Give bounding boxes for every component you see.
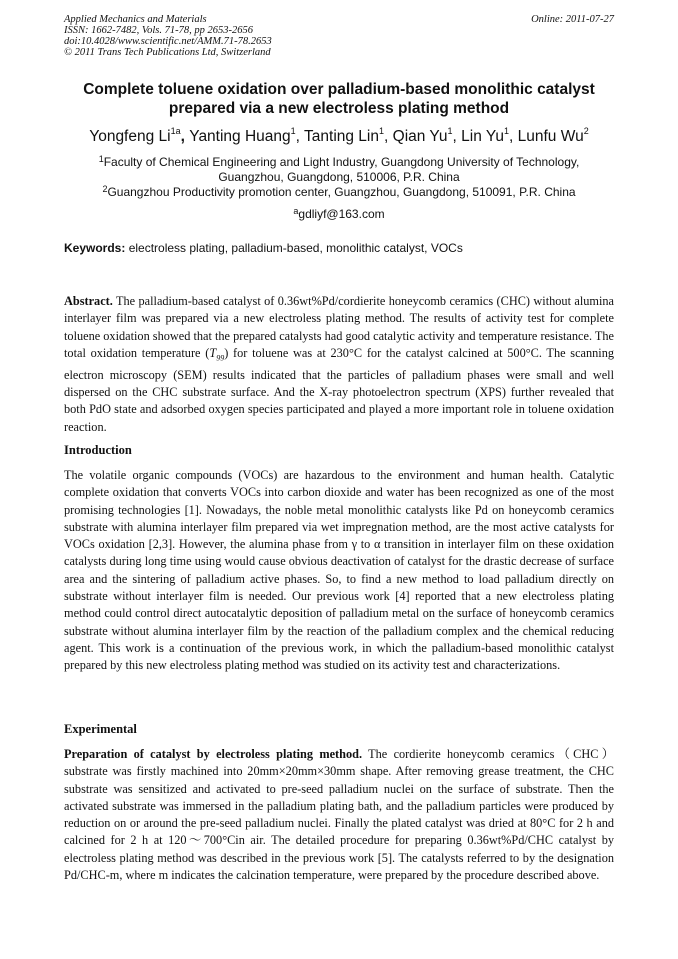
author: Yanting Huang$^1$,: [189, 126, 305, 145]
author: Qian Yu$^1$,: [392, 126, 462, 145]
abstract-label: Abstract.: [64, 294, 113, 308]
affiliation-1: $^1$Faculty of Chemical Engineering and Light Industry, Guangdong University of Technology, Guangzhou, Guangdong, 510006, P.R. China: [98, 154, 580, 184]
online-date: Online: 2011-07-27: [531, 14, 614, 25]
issn-line: ISSN: 1662-7482, Vols. 71-78, pp 2653-2656: [64, 25, 253, 36]
abstract: Abstract. The palladium-based catalyst of 0.36wt%Pd/cordierite honeycomb ceramics (CHC) without alumina interlayer film was prepared via a new electroless plating method. The results of activity test for complete toluene oxidation showed that the prepared catalysts had good catalytic activity and temperature resistance. The total oxidation temperature $(T_{99})$ for toluene was at 230°C for the catalyst calcined at 500°C. The scanning electron microscopy (SEM) results indicated that the particles of palladium phases were small and well dispersed on the CHC substrate surface. And the X-ray photoelectron spectrum (XPS) further revealed that both PdO state and adsorbed oxygen species participated and played a more important role in toluene oxidation reaction.: [64, 294, 615, 434]
paper-title: Complete toluene oxidation over palladium-based monolithic catalyst prepared via a new electroless plating method: [83, 81, 595, 117]
journal-header: [64, 14, 614, 58]
keywords-label: Keywords:: [64, 241, 126, 255]
doi-line: doi:10.4028/www.scientific.net/AMM.71-78.2653: [64, 36, 272, 47]
introduction-text: The volatile organic compounds (VOCs) are hazardous to the environment and human health. Catalytic complete oxidation that converts VOCs into carbon dioxide and water has been recognized as one of the most promising technologies [1]. Nowadays, the noble metal monolithic catalysts like Pd on honeycomb ceramics substrate with alumina interlayer film prepared via wet impregnation method, are the most active catalysts for VOCs oxidation [2,3]. However, the alumina phase from γ to α transition in interlayer film on these oxidation catalysts during long time using would cause obvious deactivation of catalyst for the drastic decrease of surface area and the sintering of palladium active phases. So, to find a new method to load palladium directly on substrate without interlayer film is needed. Our previous work [4] reported that a new electroless plating method could control direct autocatalytic deposition of palladium metal on the surface of honeycomb ceramics substrate without alumina interlayer film by the reaction of the palladium complex and the chemical reducing agent. This work is a continuation of the previous work, in which the palladium-based monolithic catalyst prepared by this new electroless plating method was studied on its activity test and characterizations.: [64, 468, 614, 673]
author-list: [40, 127, 638, 147]
author-email: $^a$gdliyf@163.com: [293, 206, 385, 221]
author: Lunfu Wu$^2$: [517, 126, 589, 145]
keywords: [64, 241, 620, 255]
affiliation-2: $^2$Guangzhou Productivity promotion center, Guangzhou, Guangdong, 510091, P.R. China: [102, 184, 576, 199]
copyright-line: © 2011 Trans Tech Publications Ltd, Switzerland: [64, 47, 271, 58]
experimental-text: Preparation of catalyst by electroless plating method. The cordierite honeycomb ceramics（CHC）substrate was firstly machined into 20mm×20mm×30mm shape. After removing grease treatment, the CHC substrate was sensitized and activated to pre-seed palladium nuclei on the surface of substrate. Then the activated substrate was immersed in the palladium plating bath, and the palladium particles were produced by reduction on or around the pre-seed palladium nuclei. Finally the plated catalyst was dried at 80°C for 2 h and calcined for 2 h at 120～700°Cin air. The detailed procedure for preparing 0.36wt%Pd/CHC catalyst by electroless plating method was described in the previous work [5]. The catalysts referred to by the designation Pd/CHC-m, where m indicates the calcination temperature, were prepared by the procedure described above.: [64, 747, 614, 883]
introduction-heading: Introduction: [64, 443, 132, 457]
keywords-text: electroless plating, palladium-based, monolithic catalyst, VOCs: [125, 241, 463, 255]
author: Lin Yu$^1$,: [461, 126, 518, 145]
author: Tanting Lin$^1$,: [304, 126, 393, 145]
journal-name: Applied Mechanics and Materials: [64, 14, 207, 25]
experimental-heading: Experimental: [64, 722, 137, 736]
experimental-subheading: Preparation of catalyst by electroless plating method.: [64, 747, 363, 761]
author: Yongfeng $Li^{1a}$,: [89, 126, 190, 145]
